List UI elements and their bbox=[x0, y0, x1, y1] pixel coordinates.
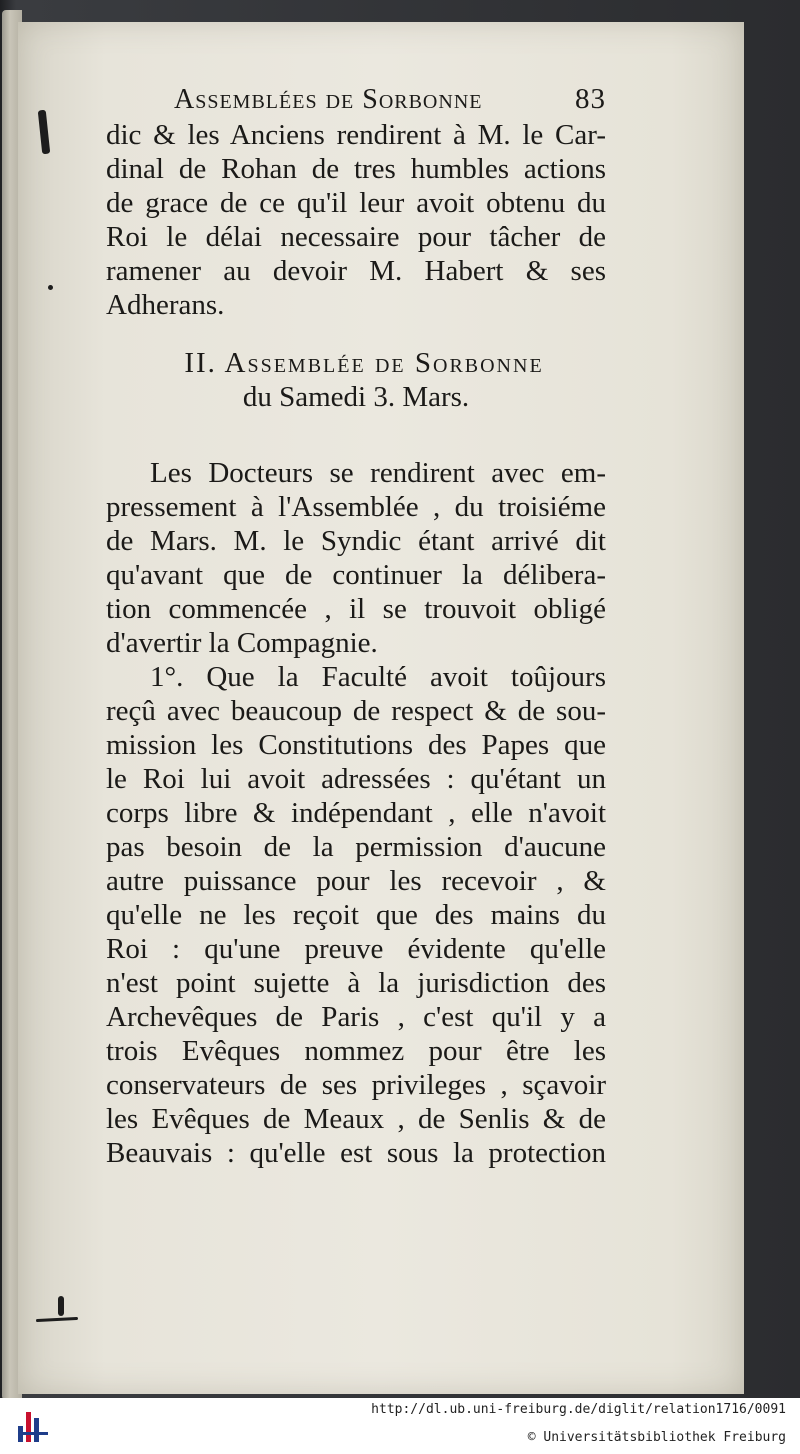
text-line: Roi : qu'une preuve évidente qu'elle bbox=[106, 933, 606, 965]
ink-mark-bottom bbox=[58, 1296, 64, 1316]
text-line: mission les Constitutions des Papes que bbox=[106, 729, 606, 761]
text-line: Adherans. bbox=[106, 289, 225, 321]
paragraph-3 bbox=[106, 660, 606, 1170]
text-line: tion commencée , il se trouvoit obligé bbox=[106, 593, 606, 625]
text-line: pas besoin de la permission d'aucune bbox=[106, 831, 606, 863]
text-line: dic & les Anciens rendirent à M. le Car- bbox=[106, 119, 606, 151]
text-line: reçû avec beaucoup de respect & de sou- bbox=[106, 695, 606, 727]
text-line: conservateurs de ses privileges , sçavoir bbox=[106, 1069, 606, 1101]
text-line: les Evêques de Meaux , de Senlis & de bbox=[106, 1103, 606, 1135]
page-text bbox=[106, 82, 606, 1170]
running-header-title: Assemblées de Sorbonne bbox=[174, 84, 483, 115]
text-line: autre puissance pour les recevoir , & bbox=[106, 865, 606, 897]
source-url-link[interactable]: http://dl.ub.uni-freiburg.de/diglit/relation1716/0091 bbox=[371, 1402, 786, 1417]
paragraph-1 bbox=[106, 118, 606, 322]
text-line: de Mars. M. le Syndic étant arrivé dit bbox=[106, 525, 606, 557]
text-line: le Roi lui avoit adressées : qu'étant un bbox=[106, 763, 606, 795]
text-line: de grace de ce qu'il leur avoit obtenu du bbox=[106, 187, 606, 219]
text-line: Roi le délai necessaire pour tâcher de bbox=[106, 221, 606, 253]
ub-freiburg-logo-icon[interactable] bbox=[18, 1406, 48, 1448]
text-line: Les Docteurs se rendirent avec em- bbox=[150, 457, 606, 489]
text-line: qu'elle ne les reçoit que des mains du bbox=[106, 899, 606, 931]
text-line: Archevêques de Paris , c'est qu'il y a bbox=[106, 1001, 606, 1033]
text-line: Beauvais : qu'elle est sous la protection bbox=[106, 1137, 606, 1169]
ink-dot bbox=[48, 285, 53, 290]
page-number: 83 bbox=[575, 83, 606, 115]
text-line: n'est point sujette à la jurisdiction des bbox=[106, 967, 606, 999]
copyright-text: © Universitätsbibliothek Freiburg bbox=[527, 1430, 786, 1445]
viewer-footer bbox=[0, 1398, 800, 1454]
text-line: dinal de Rohan de tres humbles actions bbox=[106, 153, 606, 185]
text-line: pressement à l'Assemblée , du troisiéme bbox=[106, 491, 606, 523]
text-line: qu'avant que de continuer la délibera- bbox=[106, 559, 606, 591]
section-title: II. Assemblée de Sorbonne bbox=[184, 347, 544, 379]
running-header bbox=[106, 82, 606, 118]
text-line: d'avertir la Compagnie. bbox=[106, 627, 378, 659]
section-subtitle: du Samedi 3. Mars. bbox=[242, 381, 470, 413]
paragraph-2 bbox=[106, 456, 606, 660]
text-line: corps libre & indépendant , elle n'avoit bbox=[106, 797, 606, 829]
text-line: 1°. Que la Faculté avoit toûjours bbox=[150, 661, 606, 693]
text-line: trois Evêques nommez pour être les bbox=[106, 1035, 606, 1067]
text-line: ramener au devoir M. Habert & ses bbox=[106, 255, 606, 287]
